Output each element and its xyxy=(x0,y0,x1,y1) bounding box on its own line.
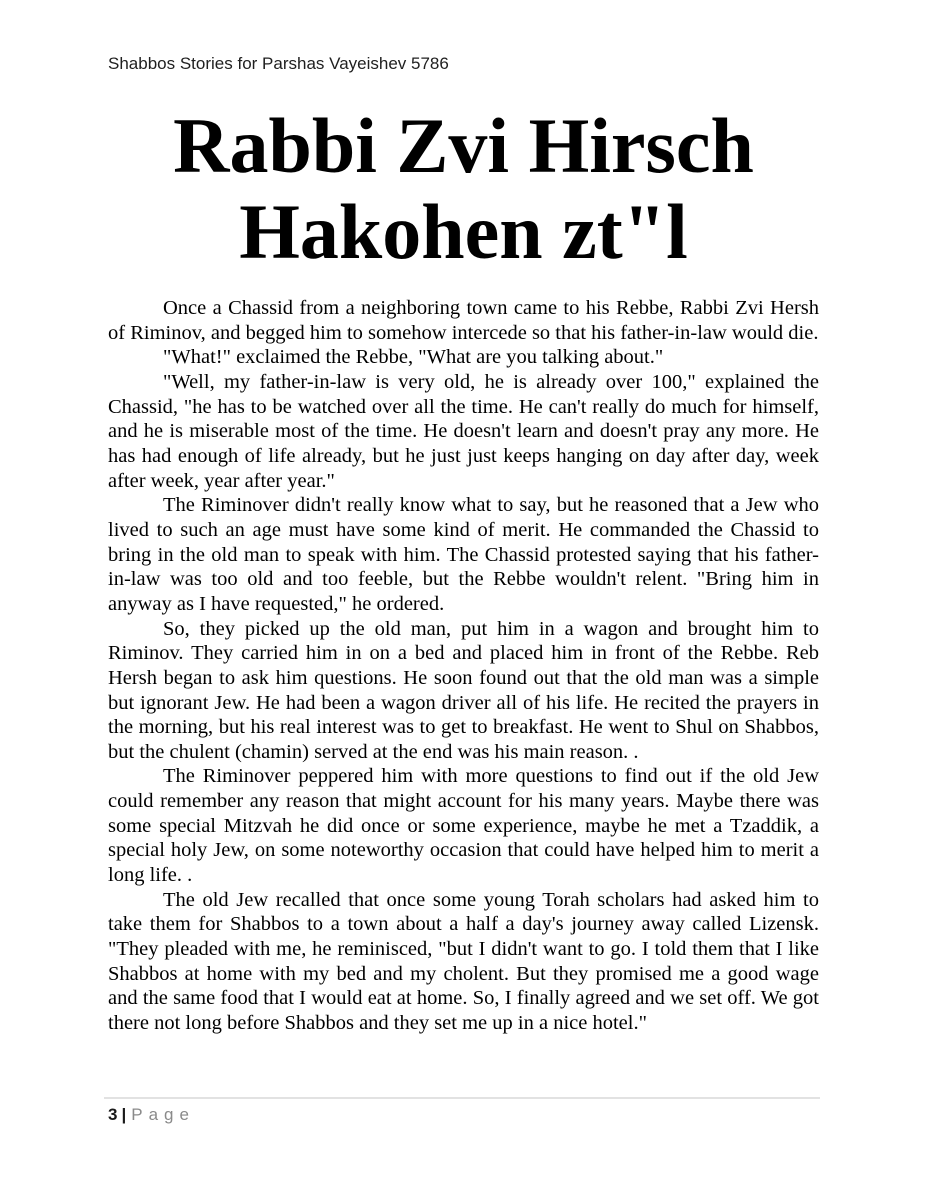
paragraph: "What!" exclaimed the Rebbe, "What are you talking about." xyxy=(163,346,664,369)
footer-page-label: Page xyxy=(131,1105,195,1124)
paragraph: So, they picked up the old man, put him in a wagon and brought him to Riminov. They carried him in on a bed and placed him in front of the Rebbe. Reb Hersh began to ask him questions. He soon found out that the old man was a simple but ignorant Jew. He had been a wagon driver all of his life. He recited the prayers in the morning, but his real interest was to get to breakfast. He went to Shul on Shabbos, but the chulent (chamin) served at the end was his main reason. . xyxy=(108,617,819,763)
paragraph: The Riminover didn't really know what to say, but he reasoned that a Jew who lived to such an age must have some kind of merit. He commanded the Chassid to bring in the old man to speak with him. The Chassid protested saying that his father-in-law was too old and too feeble, but the Rebbe wouldn't relent. "Bring him in anyway as I have requested," he ordered. xyxy=(108,494,819,615)
paragraph: Once a Chassid from a neighboring town came to his Rebbe, Rabbi Zvi Hersh of Riminov, and begged him to somehow intercede so that his father-in-law would die. xyxy=(108,297,819,344)
paragraph: The old Jew recalled that once some young Torah scholars had asked him to take them for Shabbos to a town about a half a day's journey away called Lizensk. "They pleaded with me, he reminisced, "but I didn't want to go. I told them that I like Shabbos at home with my bed and my cholent. But they promised me a good wage and the same food that I would eat at home. So, I finally agreed and we set off. We got there not long before Shabbos and they set me up in a nice hotel." xyxy=(108,888,819,1035)
footer-separator: | xyxy=(121,1105,127,1124)
footer-divider xyxy=(104,1097,820,1099)
page-number: 3 xyxy=(108,1105,118,1124)
page-footer xyxy=(108,1104,195,1126)
document-body xyxy=(108,296,819,1036)
document-title: Rabbi Zvi Hirsch Hakohen zt"l xyxy=(173,102,754,275)
paragraph: "Well, my father-in-law is very old, he is already over 100," explained the Chassid, "he has to be watched over all the time. He can't really do much for himself, and he is miserable most of the time. He doesn't learn and doesn't pray any more. He has had enough of life already, but he just just keeps hanging on day after day, week after week, year after year." xyxy=(108,370,819,492)
running-header: Shabbos Stories for Parshas Vayeishev 5786 xyxy=(108,54,449,73)
paragraph: The Riminover peppered him with more questions to find out if the old Jew could remember any reason that might account for his many years. Maybe there was some special Mitzvah he did once or some experience, maybe he met a Tzaddik, a special holy Jew, on some noteworthy occasion that could have helped him to merit a long life. . xyxy=(108,765,819,887)
